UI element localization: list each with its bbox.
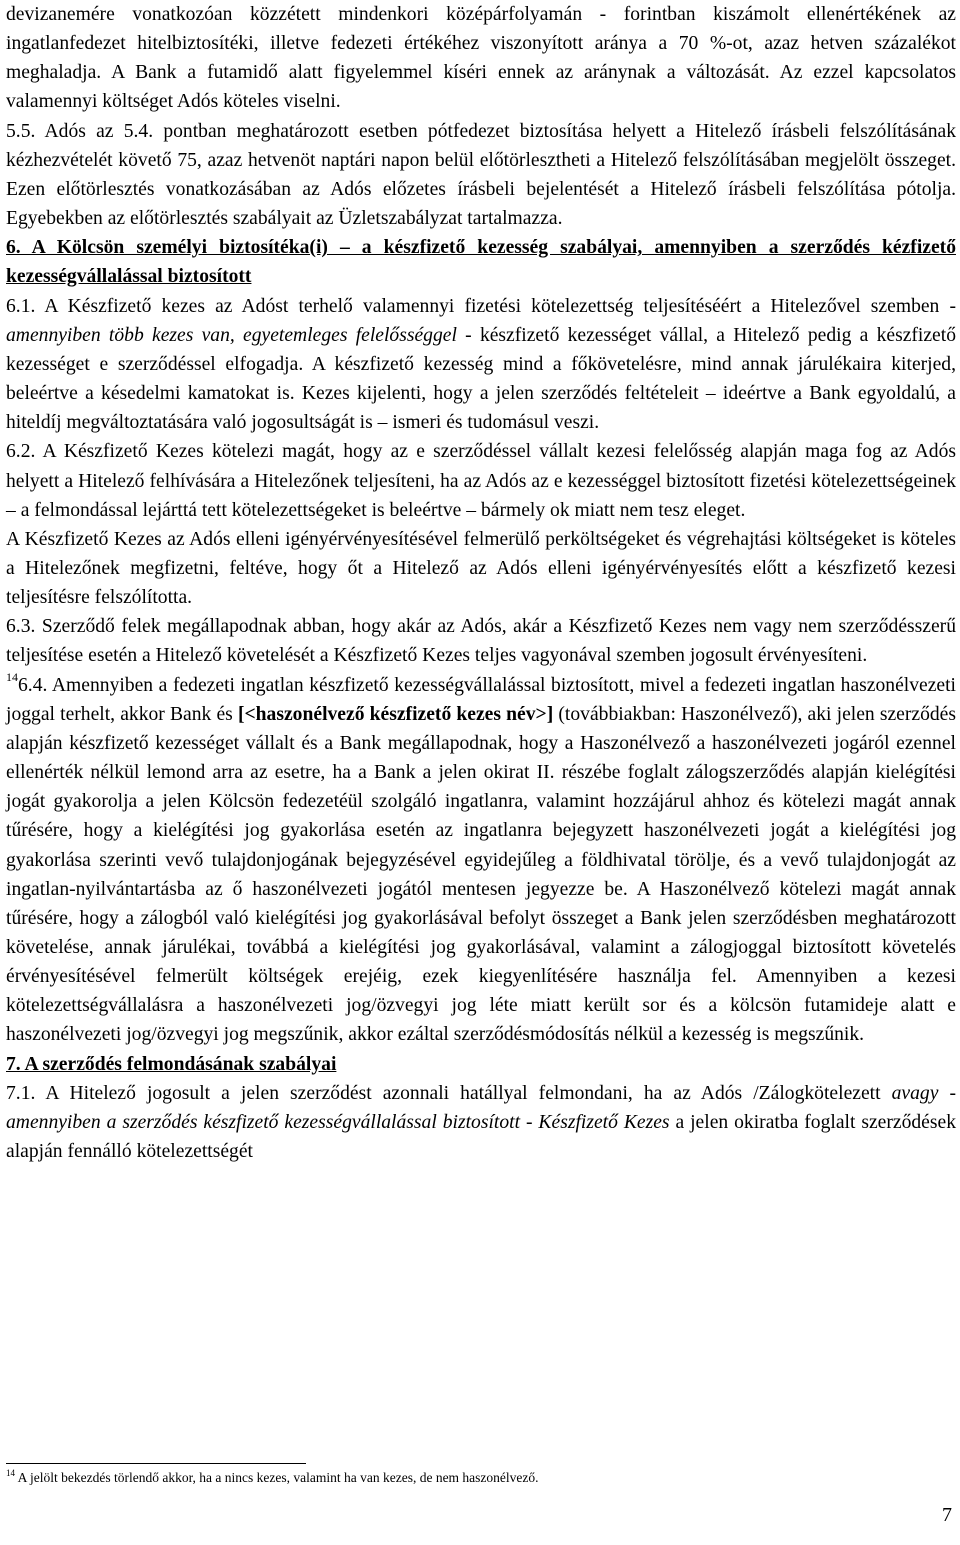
section-7-heading: 7. A szerződés felmondásának szabályai [6, 1053, 337, 1075]
page-number: 7 [942, 1504, 952, 1526]
paragraph-6-1-text-a: 6.1. A Készfizető kezes az Adóst terhelő valamennyi fizetési kötelezettség teljesítéséért a Hitelezővel szemben - [6, 295, 956, 317]
footnote-divider [6, 1463, 306, 1464]
paragraph-7-1-text-b: a jelen okiratba foglalt szerződések alapján fennálló kötelezettségét [6, 1111, 956, 1163]
footnote-text: A jelölt bekezdés törlendő akkor, ha a nincs kezes, valamint ha van kezes, de nem haszonélvező. [15, 1470, 539, 1485]
footnote [6, 1467, 946, 1486]
paragraph-6-2-b: A Készfizető Kezes az Adós elleni igényérvényesítésével felmerülő perköltségeket és végrehajtási költségeket is köteles a Hitelezőnek megfizetni, feltéve, hogy őt a Hitelező az Adós elleni igényérvényesítés előtt a készfizető kezesi teljesítésre felszólította. [6, 528, 956, 609]
paragraph-6-1-italic: amennyiben több kezes van, egyetemleges felelősséggel [6, 324, 457, 346]
paragraph-6-4-bold: [<haszonélvező készfizető kezes név>] [237, 703, 554, 725]
footnote-reference: 14 [6, 670, 18, 685]
paragraph-7-1-italic: avagy - amennyiben a szerződés készfizető kezességvállalással biztosított - Készfizető Kezes [6, 1082, 956, 1133]
paragraph-6-2: 6.2. A Készfizető Kezes kötelezi magát, hogy az e szerződéssel vállalt kezesi felelősség alapján maga fog az Adós helyett a Hitelező felhívására a Hitelezőnek teljesíteni, ha az Adós az e kezességgel biztosított fizetési kötelezettségeinek – a felmondással lejárttá tett kötelezettségeket is beleértve – bármely ok miatt nem tesz eleget. [6, 441, 956, 521]
paragraph-5-5: 5.5. Adós az 5.4. pontban meghatározott esetben pótfedezet biztosítása helyett a Hitelező írásbeli felszólításának kézhezvételét követő 75, azaz hetvenöt naptári napon belül előtörlesztheti a Hitelező felszólításában megjelölt összeget. Ezen előtörlesztés vonatkozásában az Adós előzetes írásbeli bejelentését a Hitelező írásbeli felszólítása pótolja. Egyebekben az előtörlesztés szabályait az Üzletszabályzat tartalmazza. [6, 120, 956, 230]
footnote-marker: 14 [6, 1467, 15, 1478]
paragraph-6-3: 6.3. Szerződő felek megállapodnak abban, hogy akár az Adós, akár a Készfizető Kezes nem vagy nem szerződésszerű teljesítése esetén a Hitelező követelését a Készfizető Kezes teljes vagyonával szemben jogosult érvényesíteni. [6, 616, 956, 667]
section-6-heading: 6. A Kölcsön személyi biztosítéka(i) – a készfizető kezesség szabályai, amennyiben a szerződés kézfizető kezességvállalással biztosított [6, 237, 956, 288]
paragraph-7-1 [6, 1079, 956, 1166]
paragraph-6-4 [6, 671, 956, 1050]
paragraph-6-1-text-b: - készfizető kezességet vállal, a Hitelező pedig a készfizető kezességet e szerződéssel elfogadja. A készfizető kezesség mind a főkövetelésre, mind annak járulékaira kiterjed, beleértve a késedelmi kamatokat is. Kezes kijelenti, hogy a jelen szerződés feltételeit – ideértve a Bank egyoldalú, a hiteldíj megváltoztatására való jogosultságát is – ismeri és tudomásul veszi. [6, 324, 956, 434]
paragraph-5-4-continued: devizanemére vonatkozóan közzétett mindenkori középárfolyamán - forintban kiszámolt ellenértékének az ingatlanfedezet hitelbiztosítéki, illetve fedezeti értékéhez viszonyított aránya a 70 %-ot, azaz hetven százalékot meghaladja. A Bank a futamidő alatt figyelemmel kíséri ennek az aránynak a változását. Az ezzel kapcsolatos valamennyi költséget Adós köteles viselni. [6, 4, 956, 113]
paragraph-7-1-text-a: 7.1. A Hitelező jogosult a jelen szerződést azonnali hatállyal felmondani, ha az Adós /Zálogkötelezett [6, 1082, 892, 1104]
paragraph-6-4-text-a: 6.4. Amennyiben a fedezeti ingatlan készfizető kezességvállalással biztosított, mivel a fedezeti ingatlan haszonélvezeti joggal terhelt, akkor Bank és [6, 674, 956, 725]
document-body [6, 0, 956, 1166]
paragraph-6-4-text-b: (továbbiakban: Haszonélvező), aki jelen szerződés alapján készfizető kezességet vállalt és a Bank megállapodnak, hogy a Haszonélvező a haszonélvezeti jogáról ezennel ellenérték nélkül lemond arra az esetre, ha a Bank a jelen okirat II. részébe foglalt zálogszerződés alapján kielégítési jogát gyakorolja a jelen Kölcsön fedezetéül szolgáló ingatlanra, valamint hozzájárul ahhoz és kötelezi magát annak tűrésére, hogy a kielégítési jog gyakorlása esetén az ingatlanra bejegyzett haszonélvezeti jogát a kielégítési jog gyakorlása szerinti vevő tulajdonjogának bejegyzésével egyidejűleg a földhivatal törölje, és a vevő tulajdonjogát az ingatlan-nyilvántartásba az ő haszonélvezeti jogától mentesen jegyezze be. A Haszonélvező kötelezi magát annak tűrésére, hogy a zálogból való kielégítési jog gyakorlásával befolyt összeget a Bank jelen szerződésben meghatározott követelése, annak járulékai, továbbá a kielégítési jog gyakorlásával, valamint a zálogjoggal biztosított követelés érvényesítésével felmerült költségek erejéig, ezek kiegyenlítésére használja fel. Amennyiben a kezesi kötelezettségvállalásra a haszonélvezeti jog/özvegyi jog léte miatt került sor és a kölcsön futamideje alatt e haszonélvezeti jog/özvegyi jog megszűnik, akkor ezáltal szerződésmódosítás nélkül a kezesség is megszűnik. [6, 703, 957, 1046]
paragraph-6-1 [6, 292, 956, 438]
